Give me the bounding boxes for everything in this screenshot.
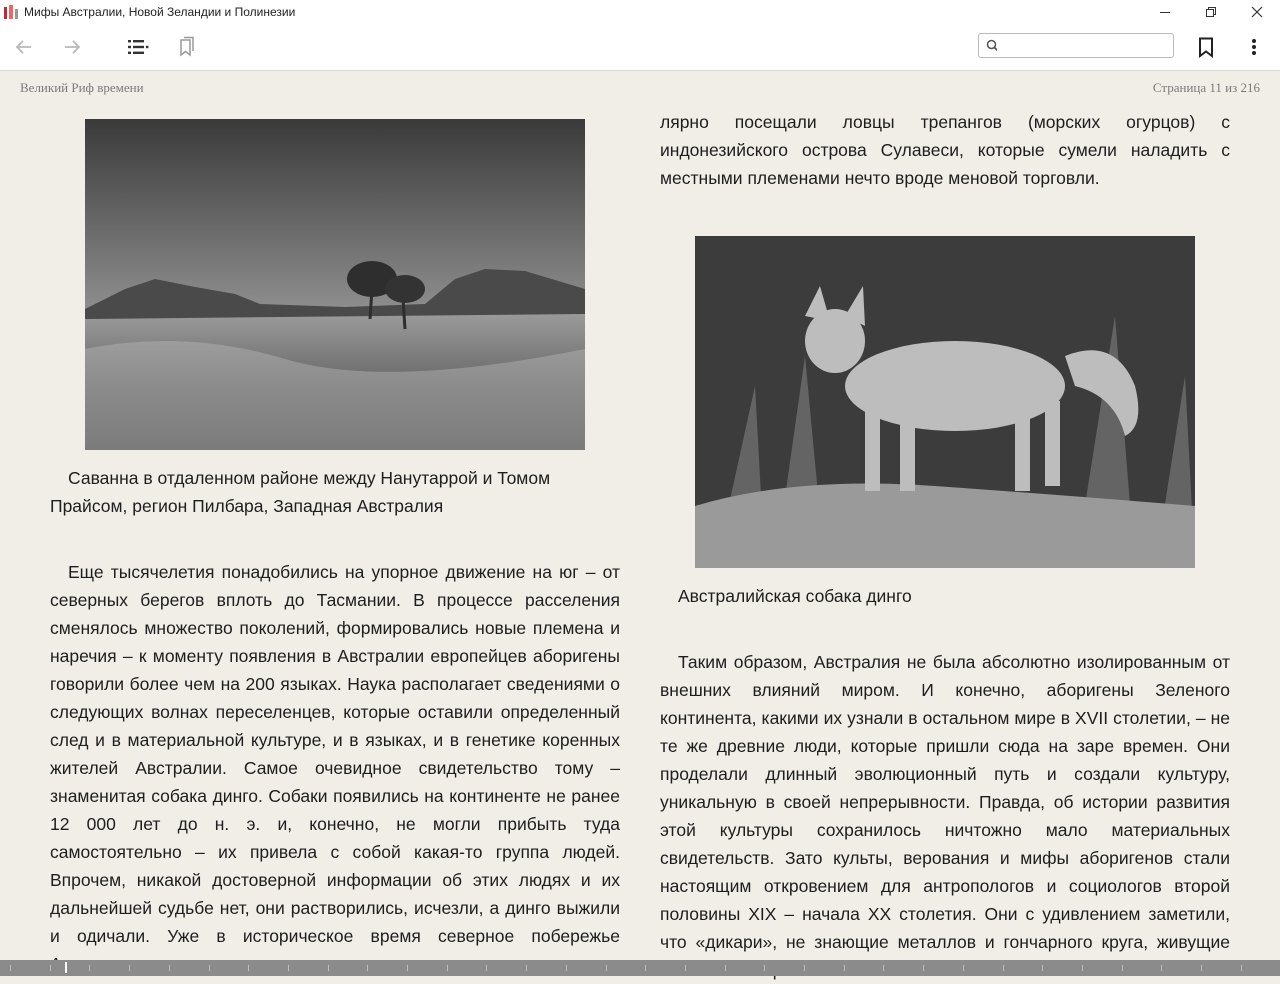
- left-paragraph: Еще тысячелетия понадобились на упорное движение на юг – от северных берегов вплоть до Тасмании. В процессе расселения сменялось множество поколений, формировались новые племена и наречия – к моменту появления в Австралии европейцев аборигены говорили более чем на 200 языках. Наука располагает сведениями о следующих волнах переселенцев, которые оставили определенный след и в материальной культуре, и в языках, и в генетике коренных жителей Австралии. Самое очевидное свидетельство тому – знаменитая собака динго. Собаки появились на континенте не ранее 12 000 лет до н. э. и, конечно, не могли прибыть туда самостоятельно – их привела с собой какая-то группа людей. Впрочем, никакой достоверной информации об этих людях и их дальнейшей судьбе нет, они растворились, исчезли, а динго выжили и одичали. Уже в историческое время северное побережье: [50, 562, 620, 946]
- progress-tick: [1082, 965, 1083, 971]
- table-of-contents-icon: [127, 37, 149, 57]
- progress-tick: [804, 965, 805, 971]
- minimize-button[interactable]: [1142, 0, 1188, 23]
- bookmark-button[interactable]: [1186, 23, 1226, 70]
- progress-tick: [963, 965, 964, 971]
- bookmarks-list-button[interactable]: [166, 23, 206, 70]
- progress-tick: [685, 965, 686, 971]
- window-title: Мифы Австралии, Новой Зеландии и Полинезии: [24, 4, 296, 19]
- savanna-photo: [85, 119, 585, 450]
- progress-tick: [367, 965, 368, 971]
- progress-tick: [923, 965, 924, 971]
- progress-position-marker[interactable]: [65, 962, 67, 973]
- progress-tick: [50, 965, 51, 971]
- restore-button[interactable]: [1188, 0, 1234, 23]
- progress-tick: [1122, 965, 1123, 971]
- progress-tick: [447, 965, 448, 971]
- reading-progress-bar[interactable]: [0, 960, 1280, 976]
- progress-tick: [725, 965, 726, 971]
- forward-button[interactable]: [52, 23, 92, 70]
- progress-tick: [89, 965, 90, 971]
- right-column: [660, 108, 1230, 984]
- progress-tick: [1042, 965, 1043, 971]
- progress-tick: [407, 965, 408, 971]
- page-indicator: Страница 11 из 216: [1152, 80, 1260, 95]
- right-paragraph: Таким образом, Австралия не была абсолютно изолированным от внешних влияний миром. И конечно, аборигены Зеленого континента, какими их узнали в остальном мире в XVII столетии, – не те же древние люди, которые пришли сюда на заре времен. Они проделали длинный эволюционный путь и создали культуру, уникальную в своей непрерывности. Правда, об истории развития этой культуры сохранилось ничтожно мало материальных свидетельств. Зато культы, верования и мифы аборигенов стали настоящим откровением для антропологов и социологов второй половины XIX – начала XX столетия. Они с удивлением заметили, что «дикари», не знающие металлов и гончарного круга, живущие: [660, 652, 1230, 952]
- arrow-left-icon: [14, 37, 34, 57]
- progress-tick: [883, 965, 884, 971]
- dingo-caption: Австралийская собака динго: [678, 586, 912, 606]
- minimize-icon: [1159, 6, 1171, 18]
- close-icon: [1251, 6, 1263, 18]
- restore-icon: [1205, 6, 1217, 18]
- progress-tick: [169, 965, 170, 971]
- table-of-contents-button[interactable]: [118, 23, 158, 70]
- left-column: [50, 108, 620, 978]
- reader-toolbar: [0, 23, 1280, 71]
- more-menu-button[interactable]: [1234, 23, 1274, 70]
- progress-tick: [1003, 965, 1004, 971]
- back-button[interactable]: [4, 23, 44, 70]
- progress-tick: [486, 965, 487, 971]
- progress-tick: [645, 965, 646, 971]
- right-paragraph-top: лярно посещали ловцы трепангов (морских огурцов) с индонезийского острова Сулавеси, которые сумели наладить с местными племенами нечто вроде меновой торговли.: [660, 112, 1230, 188]
- page-header: [20, 80, 1260, 96]
- search-icon: [986, 39, 997, 53]
- app-icon: [4, 5, 18, 19]
- title-bar: [0, 0, 1280, 23]
- progress-tick: [1241, 965, 1242, 971]
- progress-tick: [566, 965, 567, 971]
- progress-tick: [1201, 965, 1202, 971]
- progress-tick: [1161, 965, 1162, 971]
- close-window-button[interactable]: [1234, 0, 1280, 23]
- dingo-photo: [695, 236, 1195, 568]
- chapter-title: Великий Риф времени: [20, 80, 144, 95]
- bookmark-icon: [1196, 36, 1216, 58]
- window-controls: [1142, 0, 1280, 23]
- progress-tick: [844, 965, 845, 971]
- arrow-right-icon: [62, 37, 82, 57]
- search-input[interactable]: [999, 35, 1173, 57]
- progress-tick: [606, 965, 607, 971]
- progress-tick: [526, 965, 527, 971]
- bookmarks-list-icon: [175, 36, 197, 58]
- progress-tick: [764, 965, 765, 971]
- progress-tick: [328, 965, 329, 971]
- progress-tick: [248, 965, 249, 971]
- more-vertical-icon: [1251, 37, 1257, 57]
- search-field[interactable]: [978, 33, 1174, 58]
- progress-tick: [129, 965, 130, 971]
- progress-tick: [10, 965, 11, 971]
- progress-tick: [209, 965, 210, 971]
- savanna-caption: Саванна в отдаленном районе между Нанутаррой и Томом Прайсом, регион Пилбара, Западная Австралия: [50, 468, 551, 516]
- progress-tick: [288, 965, 289, 971]
